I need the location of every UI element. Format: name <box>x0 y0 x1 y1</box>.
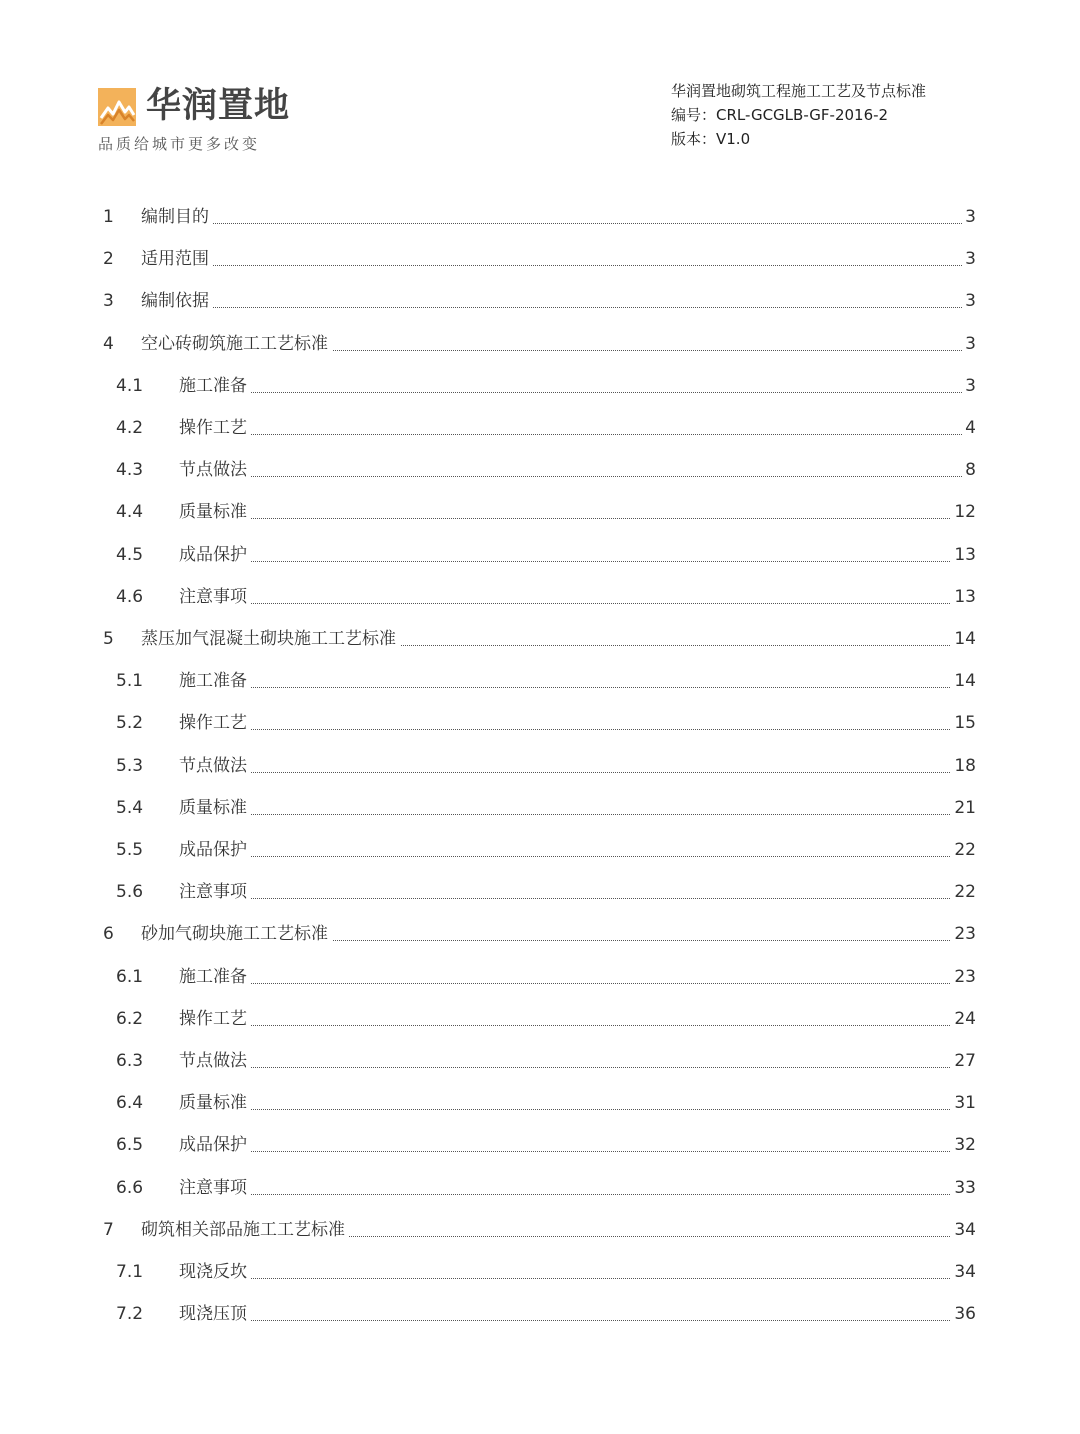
toc-entry-title: 注意事项 <box>179 576 251 618</box>
toc-entry-title: 现浇反坎 <box>179 1251 251 1293</box>
toc-leader-dots <box>179 1124 976 1166</box>
toc-entry-title: 成品保护 <box>179 534 251 576</box>
toc-entry-number: 5.5 <box>116 840 144 860</box>
toc-entry-number: 6.1 <box>116 966 144 987</box>
toc-entry-number: 4.5 <box>116 544 144 565</box>
toc-leader-dots <box>141 196 976 238</box>
toc-entry-title: 施工准备 <box>179 660 251 702</box>
company-logo <box>98 84 338 160</box>
toc-entry-page-number: 21 <box>951 787 976 829</box>
toc-leader-dots <box>179 702 976 744</box>
toc-entry-page-number: 15 <box>951 702 976 744</box>
toc-entry-title: 操作工艺 <box>179 702 251 744</box>
toc-entry-number: 4.6 <box>116 586 144 607</box>
toc-entry-page-number: 14 <box>951 660 976 702</box>
toc-entry-title: 施工准备 <box>179 365 251 407</box>
toc-leader-dots <box>179 956 976 998</box>
toc-entry-title: 砂加气砌块施工工艺标准 <box>141 913 332 955</box>
toc-entry-number: 3 <box>103 291 114 312</box>
toc-leader-dots <box>179 449 976 491</box>
toc-entry-title: 操作工艺 <box>179 998 251 1040</box>
toc-entry[interactable] <box>0 365 1080 407</box>
toc-entry-number: 5.6 <box>116 882 144 903</box>
toc-entry-number: 5.2 <box>116 713 144 734</box>
toc-entry-page-number: 34 <box>951 1251 976 1293</box>
company-name: 华润置地 <box>146 86 291 126</box>
toc-entry[interactable] <box>0 1293 1080 1335</box>
toc-entry-page-number: 18 <box>951 745 976 787</box>
toc-entry-title: 操作工艺 <box>179 407 251 449</box>
toc-entry-page-number: 34 <box>951 1209 976 1251</box>
toc-entry-number: 6 <box>103 924 114 945</box>
toc-leader-dots <box>179 1167 976 1209</box>
toc-leader-dots <box>179 787 976 829</box>
toc-leader-dots <box>179 660 976 702</box>
toc-entry-page-number: 23 <box>951 913 976 955</box>
toc-entry[interactable] <box>0 745 1080 787</box>
toc-entry-number: 4.4 <box>116 502 144 523</box>
toc-entry-page-number: 3 <box>962 196 976 238</box>
toc-leader-dots <box>179 491 976 533</box>
toc-entry-number: 5.4 <box>116 797 144 818</box>
toc-entry-title: 砌筑相关部品施工工艺标准 <box>141 1209 349 1251</box>
toc-entry-number: 2 <box>103 249 114 270</box>
toc-entry[interactable] <box>0 1082 1080 1124</box>
toc-entry-page-number: 23 <box>951 956 976 998</box>
toc-entry-number: 5.1 <box>116 671 144 692</box>
toc-entry-number: 5 <box>103 629 114 649</box>
toc-leader-dots <box>179 871 976 913</box>
toc-leader-dots <box>179 998 976 1040</box>
toc-entry-title: 编制目的 <box>141 196 213 238</box>
toc-leader-dots <box>179 1251 976 1293</box>
toc-entry[interactable] <box>0 787 1080 829</box>
toc-entry[interactable] <box>0 1040 1080 1082</box>
toc-entry-page-number: 33 <box>951 1167 976 1209</box>
toc-entry-title: 蒸压加气混凝土砌块施工工艺标准 <box>141 618 400 660</box>
toc-entry[interactable] <box>0 998 1080 1040</box>
toc-entry-title: 质量标准 <box>179 491 251 533</box>
toc-entry-title: 成品保护 <box>179 829 251 871</box>
toc-entry-number: 7 <box>103 1219 114 1240</box>
toc-entry[interactable] <box>0 829 1080 871</box>
company-slogan: 品质给城市更多改变 <box>98 135 261 153</box>
toc-entry-number: 7.2 <box>116 1304 144 1325</box>
toc-leader-dots <box>141 238 976 280</box>
toc-leader-dots <box>179 745 976 787</box>
toc-leader-dots <box>179 1293 976 1335</box>
toc-entry-page-number: 3 <box>962 365 976 407</box>
toc-entry[interactable] <box>0 576 1080 618</box>
toc-entry-page-number: 22 <box>951 871 976 913</box>
toc-entry-title: 节点做法 <box>179 449 251 491</box>
toc-entry[interactable] <box>0 534 1080 576</box>
toc-leader-dots <box>179 1040 976 1082</box>
toc-entry-number: 7.1 <box>116 1262 144 1282</box>
toc-entry-page-number: 27 <box>951 1040 976 1082</box>
toc-leader-dots <box>179 407 976 449</box>
toc-entry-page-number: 22 <box>951 829 976 871</box>
toc-entry[interactable] <box>0 407 1080 449</box>
toc-entry-title: 适用范围 <box>141 238 213 280</box>
toc-entry-number: 6.3 <box>116 1051 144 1071</box>
toc-entry[interactable] <box>0 1124 1080 1166</box>
toc-entry-number: 4.3 <box>116 460 144 481</box>
toc-entry-number: 6.2 <box>116 1008 144 1029</box>
toc-entry[interactable] <box>0 618 1080 660</box>
toc-entry-title: 注意事项 <box>179 871 251 913</box>
toc-entry-number: 4.1 <box>116 375 144 396</box>
toc-leader-dots <box>179 534 976 576</box>
toc-entry-number: 6.5 <box>116 1135 144 1156</box>
toc-entry[interactable] <box>0 196 1080 238</box>
toc-entry[interactable] <box>0 1251 1080 1293</box>
toc-entry-title: 节点做法 <box>179 1040 251 1082</box>
toc-entry-title: 节点做法 <box>179 745 251 787</box>
toc-entry-title: 质量标准 <box>179 787 251 829</box>
toc-entry[interactable] <box>0 871 1080 913</box>
toc-entry-title: 现浇压顶 <box>179 1293 251 1335</box>
toc-entry-page-number: 4 <box>962 407 976 449</box>
toc-leader-dots <box>179 829 976 871</box>
toc-entry-page-number: 31 <box>951 1082 976 1124</box>
toc-entry[interactable] <box>0 956 1080 998</box>
toc-entry[interactable] <box>0 323 1080 365</box>
toc-leader-dots <box>179 1082 976 1124</box>
toc-entry[interactable] <box>0 280 1080 322</box>
toc-entry-number: 6.4 <box>116 1093 144 1114</box>
toc-entry-page-number: 36 <box>951 1293 976 1335</box>
toc-entry[interactable] <box>0 660 1080 702</box>
toc-entry[interactable] <box>0 702 1080 744</box>
toc-entry-page-number: 3 <box>962 238 976 280</box>
toc-entry-page-number: 3 <box>962 323 976 365</box>
toc-entry-page-number: 14 <box>951 618 976 660</box>
toc-entry-page-number: 24 <box>951 998 976 1040</box>
toc-entry-title: 编制依据 <box>141 280 213 322</box>
toc-entry-number: 4.2 <box>116 418 144 438</box>
toc-entry-title: 成品保护 <box>179 1124 251 1166</box>
toc-entry-number: 5.3 <box>116 755 144 776</box>
toc-entry-title: 施工准备 <box>179 956 251 998</box>
toc-entry-number: 6.6 <box>116 1177 144 1198</box>
toc-entry-page-number: 13 <box>951 576 976 618</box>
toc-entry-title: 注意事项 <box>179 1167 251 1209</box>
toc-entry[interactable] <box>0 1167 1080 1209</box>
toc-entry-number: 4 <box>103 333 114 354</box>
toc-leader-dots <box>179 365 976 407</box>
toc-entry-page-number: 8 <box>962 449 976 491</box>
toc-entry[interactable] <box>0 913 1080 955</box>
toc-entry-page-number: 13 <box>951 534 976 576</box>
toc-entry-page-number: 32 <box>951 1124 976 1166</box>
document-info <box>671 79 991 151</box>
toc-entry[interactable] <box>0 1209 1080 1251</box>
toc-entry-page-number: 3 <box>962 280 976 322</box>
toc-entry[interactable] <box>0 491 1080 533</box>
toc-entry[interactable] <box>0 238 1080 280</box>
toc-entry-title: 质量标准 <box>179 1082 251 1124</box>
toc-entry-page-number: 12 <box>951 491 976 533</box>
document-title: 华润置地砌筑工程施工工艺及节点标准 <box>671 82 927 100</box>
toc-leader-dots <box>141 280 976 322</box>
toc-entry-title: 空心砖砌筑施工工艺标准 <box>141 323 332 365</box>
toc-leader-dots <box>179 576 976 618</box>
document-version: 版本：V1.0 <box>671 130 751 148</box>
logo-mountain-icon <box>98 88 136 126</box>
toc-entry[interactable] <box>0 449 1080 491</box>
document-number: 编号：CRL-GCGLB-GF-2016-2 <box>671 106 889 124</box>
toc-entry-number: 1 <box>103 207 114 227</box>
